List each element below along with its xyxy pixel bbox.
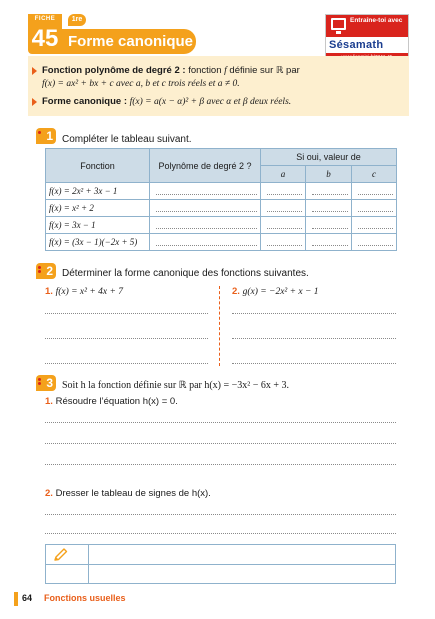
function-cell: f(x) = 3x − 1 [46,217,150,234]
question-text: Dresser le tableau de signes de h(x). [55,488,211,499]
exercise-1-number: 1 [46,129,53,143]
exercise-3-number: 3 [46,376,53,390]
exercise-2-instruction: Déterminer la forme canonique des fonctions suivantes. [62,268,309,279]
answer-line[interactable] [45,363,208,364]
difficulty-dots-icon [38,266,43,274]
answer-cell[interactable] [150,200,261,217]
answer-cell[interactable] [352,200,397,217]
definition-1-formula: f(x) = ax² + bx + c avec a, b et c trois réels et a ≠ 0. [42,79,240,89]
table-row [46,217,397,234]
exercise-2-question-2 [232,286,319,297]
answer-line[interactable] [232,313,396,314]
exercise-1-badge [36,128,56,144]
header-b: b [306,166,352,183]
function-cell: f(x) = (3x − 1)(−2x + 5) [46,234,150,251]
fiche-label: FICHE [28,14,62,24]
difficulty-dots-icon [38,131,43,135]
function-cell: f(x) = 2x² + 3x − 1 [46,183,150,200]
difficulty-dots-icon [38,378,43,386]
column-divider [219,286,220,366]
definition-1-text-b: définie sur ℝ par [229,65,300,76]
table-row [46,200,397,217]
question-number: 2. [45,488,53,499]
definition-2-line [42,96,291,108]
answer-line[interactable] [232,363,396,364]
header-valeurs: Si oui, valeur de [261,149,397,166]
header-polynome: Polynôme de degré 2 ? [150,149,261,183]
answer-cell[interactable] [150,183,261,200]
sesamath-banner [326,15,408,37]
sesamath-logo: Sésamath [329,39,384,51]
monitor-icon [331,18,346,30]
exercise-1-table [45,148,397,251]
definition-1-line-1 [42,65,300,77]
exercise-2-question-1 [45,286,123,297]
table-row [46,234,397,251]
bullet-icon [32,67,37,75]
question-number: 1. [45,286,53,297]
function-cell: f(x) = x² + 2 [46,200,150,217]
question-formula: g(x) = −2x² + x − 1 [242,287,319,297]
answer-line[interactable] [232,338,396,339]
question-number: 2. [232,286,240,297]
answer-cell[interactable] [261,183,306,200]
answer-cell[interactable] [352,234,397,251]
answer-cell[interactable] [306,183,352,200]
answer-cell[interactable] [261,200,306,217]
sesamath-link-box[interactable] [325,14,409,62]
sesamath-cta: Entraîne-toi avec [350,17,403,24]
answer-line[interactable] [45,533,396,534]
question-text: Résoudre l’équation h(x) = 0. [55,396,178,407]
header-a: a [261,166,306,183]
answer-line[interactable] [45,464,396,465]
answer-line[interactable] [45,313,208,314]
question-number: 1. [45,396,53,407]
answer-cell[interactable] [352,217,397,234]
answer-line[interactable] [45,338,208,339]
answer-cell[interactable] [150,234,261,251]
page-number: 64 [22,593,33,603]
answer-cell[interactable] [306,200,352,217]
exercise-3-badge [36,375,56,391]
answer-cell[interactable] [306,234,352,251]
answer-line[interactable] [45,443,396,444]
exercise-3-question-2 [45,488,211,499]
bullet-icon [32,98,37,106]
pencil-icon [53,548,69,562]
definition-1-text-a: fonction [188,65,222,76]
page-title: Forme canonique [62,29,196,54]
answer-line[interactable] [45,514,396,515]
footer-section-title: Fonctions usuelles [44,593,126,603]
definition-2-label: Forme canonique : [42,96,127,107]
table-row [46,183,397,200]
definition-2-formula: f(x) = a(x − α)² + β avec α et β deux réels. [129,97,292,107]
header-c: c [352,166,397,183]
exercise-2-number: 2 [46,264,53,278]
answer-cell[interactable] [306,217,352,234]
notes-box[interactable] [45,544,396,584]
definition-1-label: Fonction polynôme de degré 2 : [42,65,186,76]
exercise-1-instruction: Compléter le tableau suivant. [62,134,192,145]
answer-cell[interactable] [261,234,306,251]
exercise-2-badge [36,263,56,279]
answer-cell[interactable] [352,183,397,200]
fiche-number: 45 [28,24,62,54]
footer-accent-bar [14,592,18,606]
answer-line[interactable] [45,422,396,423]
question-formula: f(x) = x² + 4x + 7 [55,287,124,297]
notes-divider [46,564,395,565]
header-fonction: Fonction [46,149,150,183]
answer-cell[interactable] [150,217,261,234]
exercise-3-question-1 [45,396,178,407]
level-badge: 1re [68,14,86,26]
definition-1-fn: f [224,66,227,76]
definitions-box [28,56,409,116]
exercise-3-intro: Soit h la fonction définie sur ℝ par h(x) = −3x² − 6x + 3. [62,380,290,391]
answer-cell[interactable] [261,217,306,234]
